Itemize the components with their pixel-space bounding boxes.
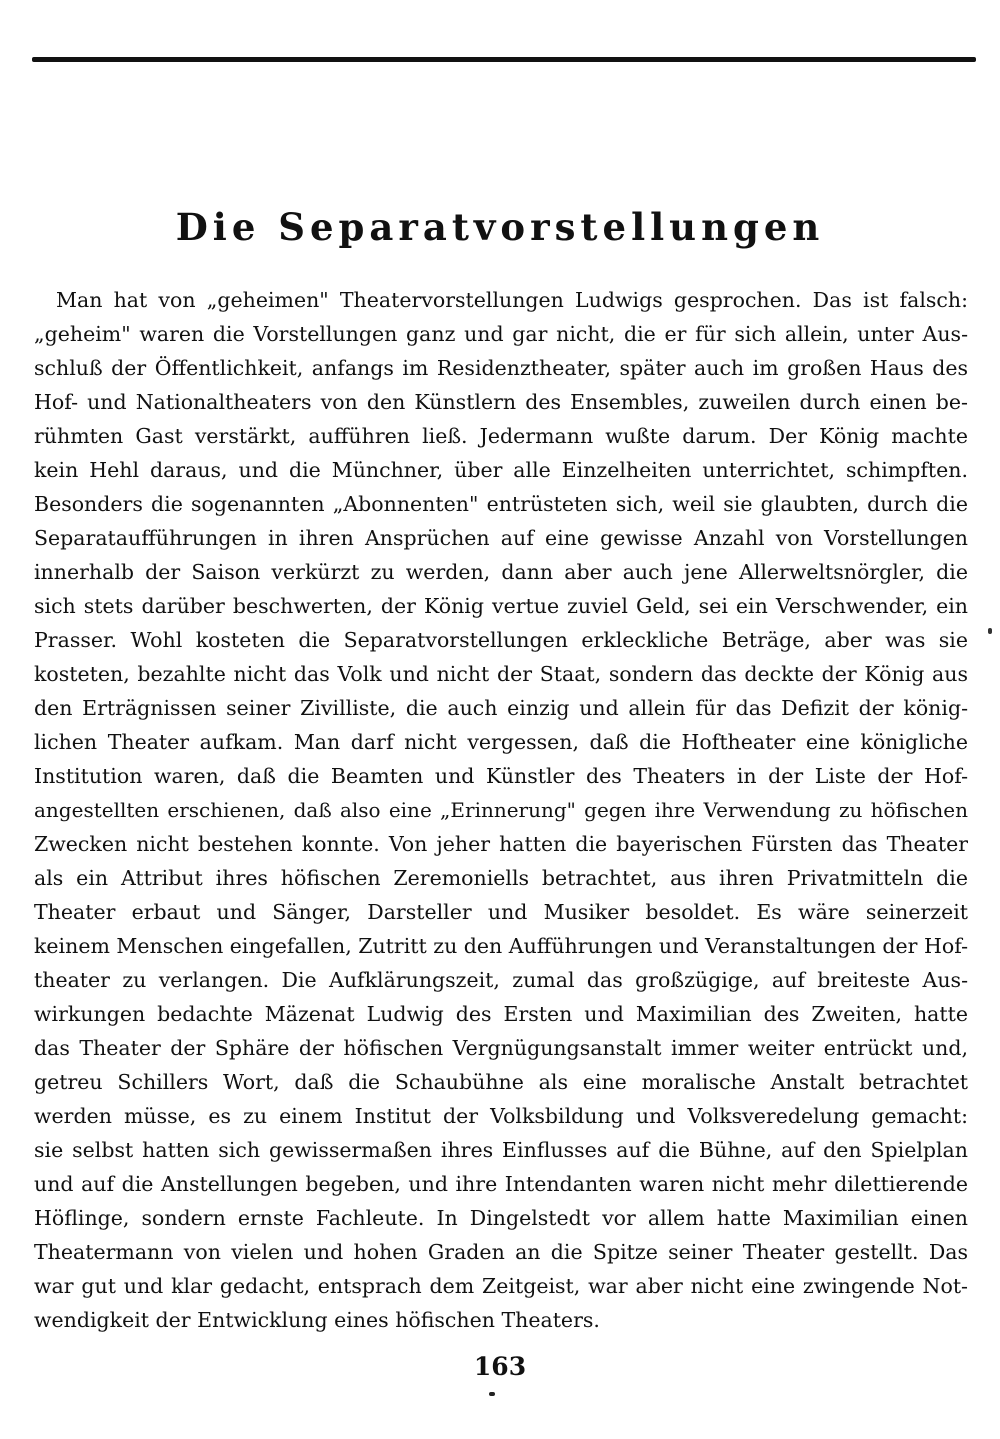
text-line: „geheim" waren die Vorstellungen ganz und gar nicht, die er für sich allein, unter Aus- xyxy=(34,322,968,346)
text-line: kein Hehl daraus, und die Münchner, über alle Einzelheiten unterrichtet, schimpften. xyxy=(34,458,968,482)
text-line: Man hat von „geheimen" Theatervorstellungen Ludwigs gesprochen. Das ist falsch: xyxy=(56,288,968,312)
margin-mark xyxy=(988,628,992,634)
text-line: wirkungen bedachte Mäzenat Ludwig des Ersten und Maximilian des Zweiten, hatte xyxy=(34,1002,968,1026)
text-line: Institution waren, daß die Beamten und Künstler des Theaters in der Liste der Hof- xyxy=(34,764,968,788)
body-text xyxy=(34,283,968,1337)
text-line: lichen Theater aufkam. Man darf nicht vergessen, daß die Hoftheater eine königliche xyxy=(34,730,968,754)
text-line: innerhalb der Saison verkürzt zu werden, dann aber auch jene Allerweltsnörgler, die xyxy=(34,560,968,584)
text-line: Theatermann von vielen und hohen Graden an die Spitze seiner Theater gestellt. Das xyxy=(34,1240,968,1264)
text-line: Separataufführungen in ihren Ansprüchen auf eine gewisse Anzahl von Vorstellungen xyxy=(34,526,968,550)
text-line: war gut und klar gedacht, entsprach dem Zeitgeist, war aber nicht eine zwingende Not- xyxy=(34,1274,968,1298)
text-line: den Erträgnissen seiner Zivilliste, die auch einzig und allein für das Defizit der könig- xyxy=(34,696,968,720)
page-number: 163 xyxy=(473,1352,527,1381)
text-line: Prasser. Wohl kosteten die Separatvorstellungen erkleckliche Beträge, aber was sie xyxy=(34,628,968,652)
text-line: Besonders die sogenannten „Abonnenten" entrüsteten sich, weil sie glaubten, durch die xyxy=(34,492,968,516)
text-line: sie selbst hatten sich gewissermaßen ihres Einflusses auf die Bühne, auf den Spielplan xyxy=(34,1138,968,1162)
text-line: theater zu verlangen. Die Aufklärungszeit, zumal das großzügige, auf breiteste Aus- xyxy=(34,968,968,992)
text-line: Hof- und Nationaltheaters von den Künstlern des Ensembles, zuweilen durch einen be- xyxy=(34,390,968,414)
text-line: kosteten, bezahlte nicht das Volk und nicht der Staat, sondern das deckte der König aus xyxy=(34,662,968,686)
chapter-title: Die Separatvorstellungen xyxy=(175,205,825,249)
text-line: und auf die Anstellungen begeben, und ihre Intendanten waren nicht mehr dilettierende xyxy=(34,1172,968,1196)
text-line: angestellten erschienen, daß also eine „Erinnerung" gegen ihre Verwendung zu höfischen xyxy=(34,798,968,822)
text-line: schluß der Öffentlichkeit, anfangs im Residenztheater, später auch im großen Haus des xyxy=(34,356,968,380)
text-line: Theater erbaut und Sänger, Darsteller und Musiker besoldet. Es wäre seinerzeit xyxy=(34,900,968,924)
text-line: Höflinge, sondern ernste Fachleute. In Dingelstedt vor allem hatte Maximilian einen xyxy=(34,1206,968,1230)
text-line: keinem Menschen eingefallen, Zutritt zu den Aufführungen und Veranstaltungen der Hof- xyxy=(34,934,968,958)
text-line: wendigkeit der Entwicklung eines höfischen Theaters. xyxy=(34,1308,600,1332)
text-line: getreu Schillers Wort, daß die Schaubühne als eine moralische Anstalt betrachtet xyxy=(34,1070,968,1094)
text-line: werden müsse, es zu einem Institut der Volksbildung und Volksveredelung gemacht: xyxy=(34,1104,968,1128)
text-line: rühmten Gast verstärkt, aufführen ließ. Jedermann wußte darum. Der König machte xyxy=(34,424,968,448)
text-line: das Theater der Sphäre der höfischen Vergnügungsanstalt immer weiter entrückt und, xyxy=(34,1036,968,1060)
top-rule xyxy=(32,57,976,62)
text-line: sich stets darüber beschwerten, der König vertue zuviel Geld, sei ein Verschwender, ein xyxy=(34,594,968,618)
text-line: Zwecken nicht bestehen konnte. Von jeher hatten die bayerischen Fürsten das Theater xyxy=(34,832,968,856)
text-line: als ein Attribut ihres höfischen Zeremoniells betrachtet, aus ihren Privatmitteln die xyxy=(34,866,968,890)
page-dot xyxy=(489,1392,495,1396)
